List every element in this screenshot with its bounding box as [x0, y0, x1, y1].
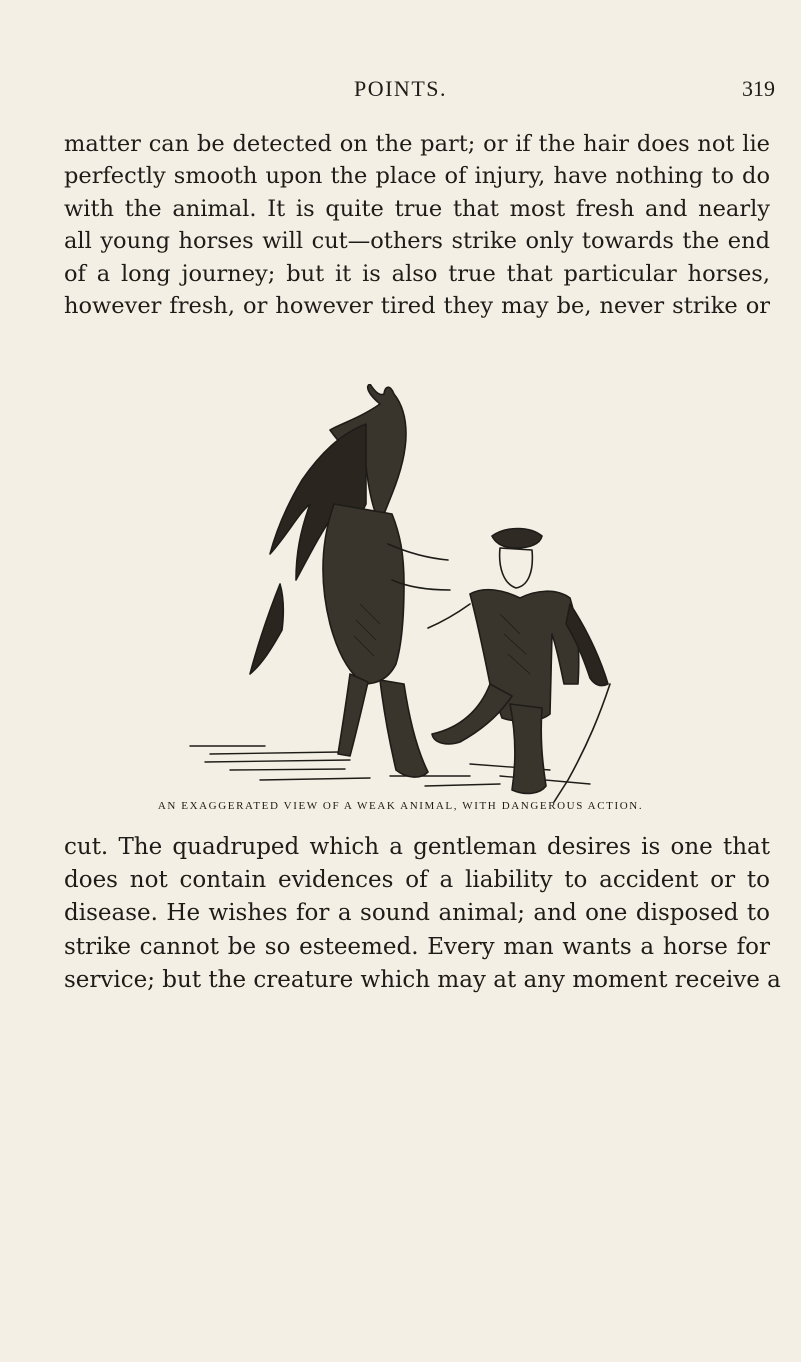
- engraving-illustration: [170, 384, 640, 804]
- text-line: of a long journey; but it is also true that particular horses,: [64, 260, 770, 287]
- text-line: disease. He wishes for a sound animal; and one disposed to: [64, 900, 770, 927]
- text-line: does not contain evidences of a liability to accident or to: [64, 867, 770, 894]
- running-head-title: POINTS.: [353, 76, 447, 101]
- page-number: 319: [742, 76, 775, 101]
- horse-figure: [250, 384, 450, 777]
- text-line: service; but the creature which may at any moment receive a: [64, 966, 781, 993]
- man-figure: [428, 529, 610, 803]
- running-head: [0, 76, 801, 106]
- paragraph-bottom: [64, 831, 781, 997]
- text-line: however fresh, or however tired they may be, never strike or: [64, 292, 770, 319]
- paragraph-top: [64, 128, 770, 322]
- text-line: with the animal. It is quite true that most fresh and nearly: [64, 195, 770, 222]
- figure-caption: AN EXAGGERATED VIEW OF A WEAK ANIMAL, WITH DANGEROUS ACTION.: [157, 800, 644, 812]
- text-line: all young horses will cut—others strike only towards the end: [64, 228, 770, 255]
- text-line: cut. The quadruped which a gentleman desires is one that: [64, 834, 770, 860]
- text-line: strike cannot be so esteemed. Every man wants a horse for: [64, 933, 770, 960]
- text-line: perfectly smooth upon the place of injury, have nothing to do: [64, 163, 770, 190]
- text-line: matter can be detected on the part; or if the hair does not lie: [64, 131, 770, 157]
